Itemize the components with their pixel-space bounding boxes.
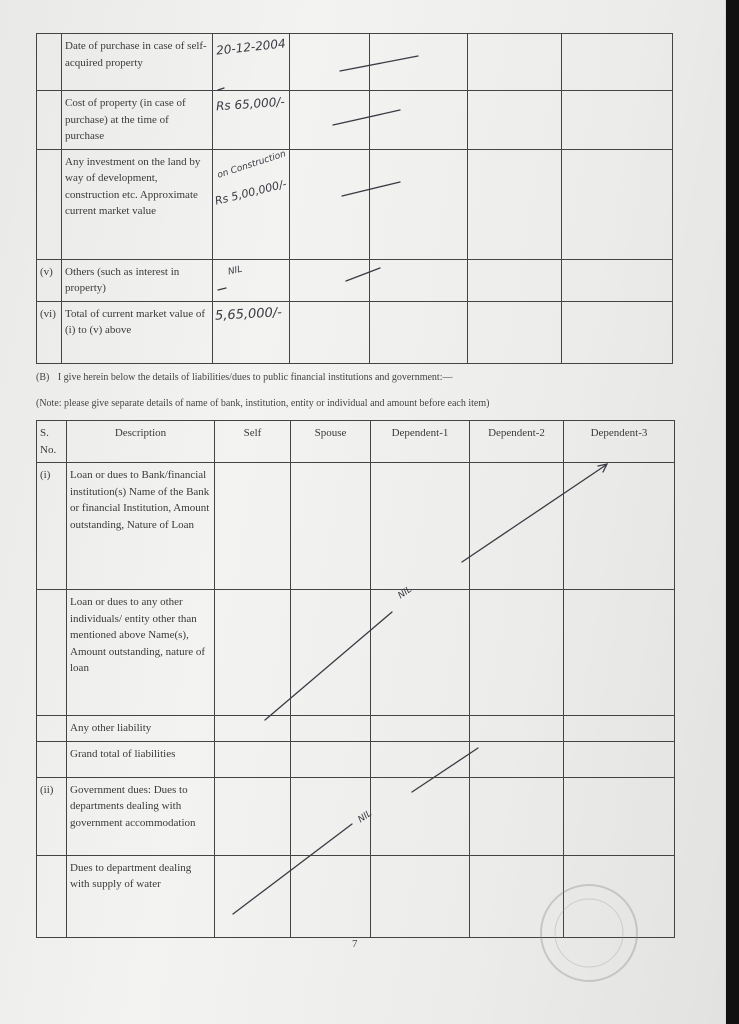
pen-stroke <box>462 465 606 562</box>
handwritten-total: 5,65,000/- <box>214 305 283 324</box>
pen-stroke <box>218 288 226 290</box>
column-header: Spouse <box>291 421 371 463</box>
pen-stroke <box>218 88 224 90</box>
pen-stroke <box>233 824 352 914</box>
row-description: Cost of property (in case of purchase) at the time of purchase <box>62 91 213 150</box>
scan-edge <box>726 0 739 1024</box>
section-b-text: I give herein below the details of liabilities/dues to public financial institutions and government:— <box>57 372 453 383</box>
section-b-marker: (B) <box>36 372 50 383</box>
handwritten-investment-amount: Rs 5,00,000/- <box>213 177 289 208</box>
row-sno: (i) <box>37 463 67 590</box>
handwritten-cost: Rs 65,000/- <box>215 94 286 114</box>
pen-stroke <box>412 748 478 792</box>
row-sno: (vi) <box>37 301 62 363</box>
section-b-note: (Note: please give separate details of name of bank, institution, entity or individual and amount before each item) <box>36 398 490 409</box>
row-description: Loan or dues to any other individuals/ entity other than mentioned above Name(s), Amount outstanding, nature of loan <box>67 590 215 716</box>
pen-stroke <box>333 110 400 125</box>
handwritten-investment-note: on Construction <box>216 149 288 181</box>
column-header: Dependent-3 <box>564 421 675 463</box>
column-header: Description <box>67 421 215 463</box>
handwritten-nil-liabilities: NIL <box>396 584 414 602</box>
row-description: Grand total of liabilities <box>67 741 215 777</box>
column-header: S. No. <box>37 421 67 463</box>
pen-stroke <box>265 612 392 720</box>
row-description: Any investment on the land by way of development, construction etc. Approximate current market value <box>62 149 213 259</box>
pen-stroke <box>342 182 400 196</box>
row-sno: (v) <box>37 259 62 301</box>
handwritten-date: 20-12-2004 <box>215 36 287 58</box>
row-description: Government dues: Dues to departments dealing with government accommodation <box>67 777 215 855</box>
seal-stamp <box>534 878 644 988</box>
row-description: Loan or dues to Bank/financial institution(s) Name of the Bank or financial Institution, Amount outstanding, Nature of Loan <box>67 463 215 590</box>
pen-stroke <box>340 56 418 71</box>
row-description: Others (such as interest in property) <box>62 259 213 301</box>
column-header: Dependent-1 <box>371 421 470 463</box>
row-description: Dues to department dealing with supply of water <box>67 855 215 937</box>
page-number: 7 <box>352 938 358 950</box>
row-description: Date of purchase in case of self-acquired property <box>62 34 213 91</box>
row-description: Total of current market value of (i) to (v) above <box>62 301 213 363</box>
pen-stroke <box>346 268 380 281</box>
row-description: Any other liability <box>67 716 215 742</box>
column-header: Dependent-2 <box>470 421 564 463</box>
handwritten-nil-gov-dues: NIL <box>356 808 374 826</box>
handwritten-others: NIL <box>227 264 244 278</box>
row-sno: (ii) <box>37 777 67 855</box>
column-header: Self <box>215 421 291 463</box>
